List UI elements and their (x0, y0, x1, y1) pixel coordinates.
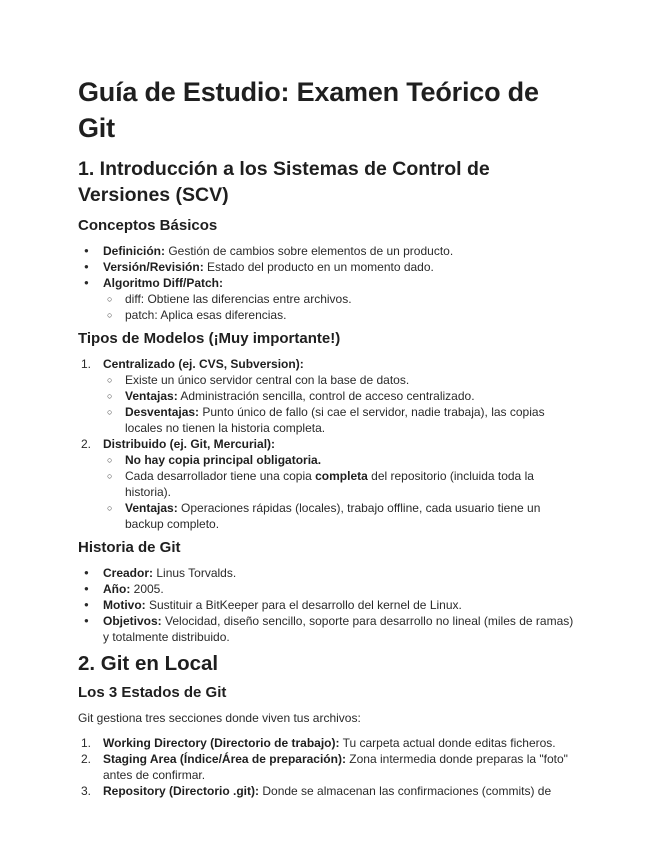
list-item: 1. Working Directory (Directorio de trabajo): Tu carpeta actual donde editas ficheros. (81, 736, 556, 750)
list-item: 1. Centralizado (ej. CVS, Subversion): ○ Existe un único servidor central con la base de datos. ○ Ventajas: Administración sencilla, control de acceso centralizado. ○ Desventajas: Punto único de fallo (si cae el servidor, nadie trabaja), las copias locales no tienen la historia completa. (78, 356, 577, 436)
list-item: 2. Staging Area (Índice/Área de preparación): Zona intermedia donde preparas la "foto" antes de confirmar. (81, 752, 568, 782)
historia-list (78, 565, 577, 645)
distribuido-sublist (103, 452, 577, 532)
sublist-item: ○ Ventajas: Administración sencilla, control de acceso centralizado. (103, 388, 577, 404)
list-item: 3. Repository (Directorio .git): Donde se almacenan las confirmaciones (commits) de (81, 784, 552, 798)
estados-heading: Los 3 Estados de Git (78, 684, 227, 701)
tipos-heading: Tipos de Modelos (¡Muy importante!) (78, 330, 341, 347)
sublist-item: ○ Desventajas: Punto único de fallo (si cae el servidor, nadie trabaja), las copias locales no tienen la historia completa. (103, 404, 577, 436)
historia-heading: Historia de Git (78, 539, 181, 556)
list-item: ● Objetivos: Velocidad, diseño sencillo, soporte para desarrollo no lineal (miles de ramas) y totalmente distribuido. (78, 613, 577, 645)
diff-patch-sublist (103, 291, 577, 323)
estados-list (78, 735, 577, 799)
list-item: ● Motivo: Sustituir a BitKeeper para el desarrollo del kernel de Linux. (78, 597, 577, 613)
sublist-item: ○ diff: Obtiene las diferencias entre archivos. (103, 291, 577, 307)
section-1-heading: 1. Introducción a los Sistemas de Control de Versiones (SCV) (78, 158, 490, 206)
estados-intro: Git gestiona tres secciones donde viven tus archivos: (78, 711, 361, 725)
list-item: ● Versión/Revisión: Estado del producto en un momento dado. (78, 259, 577, 275)
sublist-item: ○ patch: Aplica esas diferencias. (103, 307, 577, 323)
sublist-item: ○ Ventajas: Operaciones rápidas (locales), trabajo offline, cada usuario tiene un backup completo. (103, 500, 577, 532)
conceptos-list (78, 243, 577, 323)
list-item: ● Año: 2005. (78, 581, 577, 597)
section-2-heading: 2. Git en Local (78, 652, 219, 675)
list-item: ● Creador: Linus Torvalds. (78, 565, 577, 581)
list-item: 2. Distribuido (ej. Git, Mercurial): ○ No hay copia principal obligatoria. ○ Cada desarrollador tiene una copia completa del repositorio (incluida toda la historia). ○ Ventajas: Operaciones rápidas (locales), trabajo offline, cada usuario tiene un backup completo. (78, 436, 577, 532)
conceptos-heading: Conceptos Básicos (78, 217, 218, 234)
sublist-item: ○ No hay copia principal obligatoria. (103, 452, 577, 468)
centralizado-sublist (103, 372, 577, 436)
list-item: ● Algoritmo Diff/Patch: ○ diff: Obtiene las diferencias entre archivos. ○ patch: Aplica esas diferencias. (78, 275, 577, 323)
document-title: Guía de Estudio: Examen Teórico de Git (78, 77, 539, 143)
tipos-list (78, 356, 577, 532)
list-item: ● Definición: Gestión de cambios sobre elementos de un producto. (78, 243, 577, 259)
sublist-item: ○ Cada desarrollador tiene una copia completa del repositorio (incluida toda la historia). (103, 468, 577, 500)
sublist-item: ○ Existe un único servidor central con la base de datos. (103, 372, 577, 388)
